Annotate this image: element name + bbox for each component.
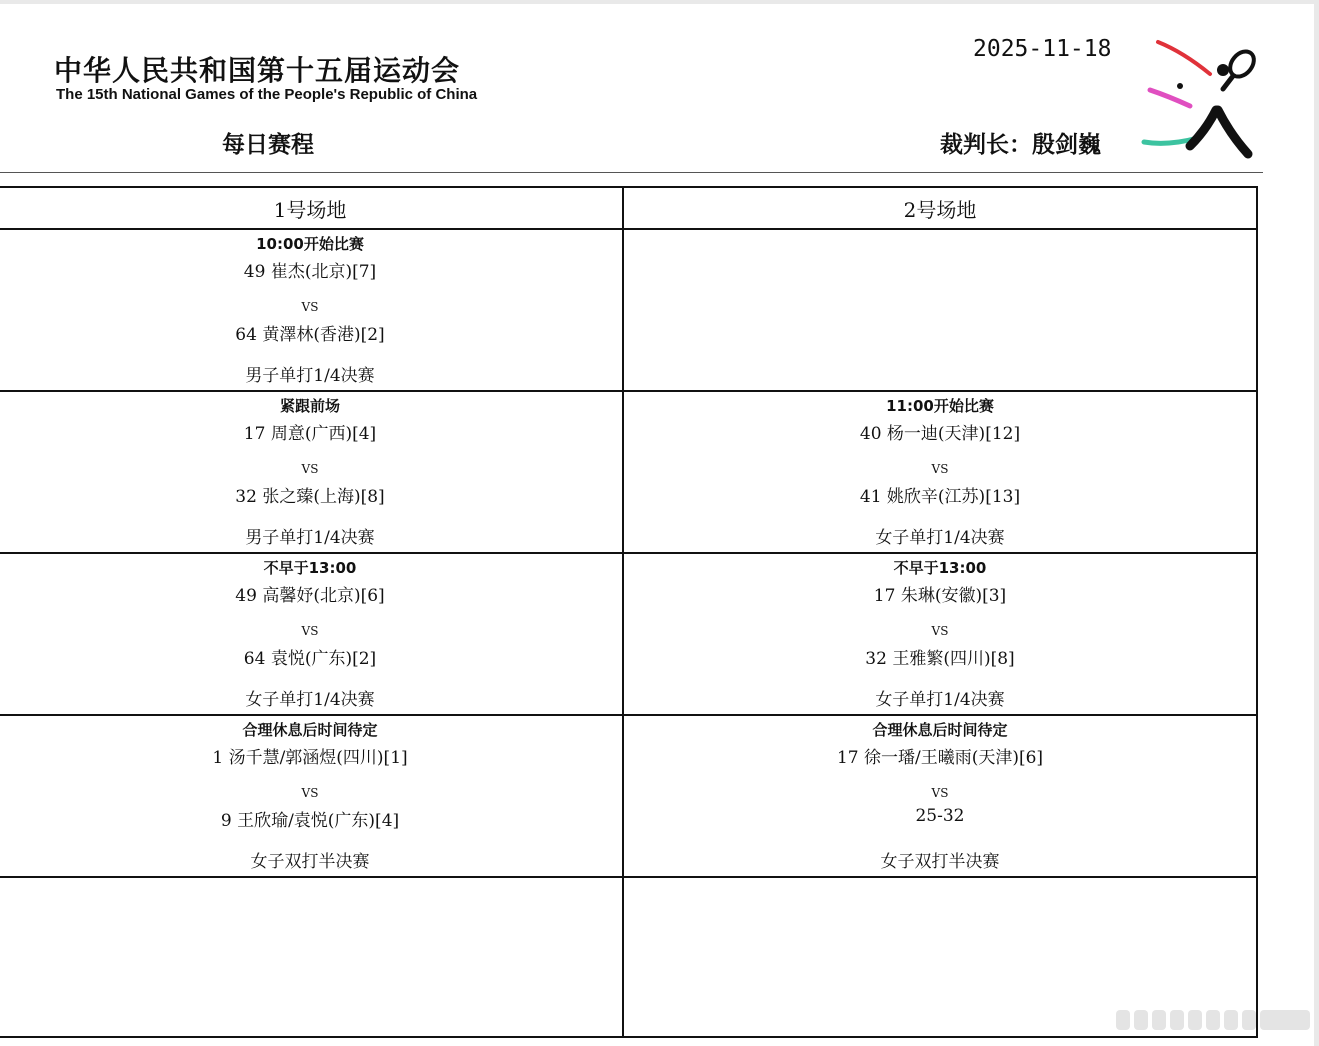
- vs-label: VS: [931, 462, 949, 476]
- daily-schedule-heading: 每日赛程: [222, 132, 314, 158]
- schedule-page: [0, 4, 1314, 1046]
- player-1: 40 杨一迪(天津)[12]: [859, 424, 1021, 444]
- player-2: 25-32: [915, 806, 965, 826]
- games-title-english: The 15th National Games of the People's Republic of China: [56, 86, 478, 103]
- match-start-time: 合理休息后时间待定: [242, 721, 378, 739]
- match-start-time: 不早于13:00: [893, 559, 987, 577]
- match-cell: [623, 715, 1257, 877]
- match-cell-empty: [0, 877, 623, 1037]
- player-2: 41 姚欣辛(江苏)[13]: [859, 487, 1021, 507]
- player-2: 9 王欣瑜/袁悦(广东)[4]: [220, 811, 400, 831]
- match-cell-empty: [623, 229, 1257, 391]
- match-cell: [0, 553, 623, 715]
- vs-label: VS: [301, 300, 319, 314]
- event-name: 女子单打1/4决赛: [245, 690, 375, 710]
- match-start-time: 11:00开始比赛: [886, 397, 994, 415]
- vs-label: VS: [301, 624, 319, 638]
- match-cell: [623, 553, 1257, 715]
- event-name: 女子单打1/4决赛: [875, 690, 1005, 710]
- match-cell: [623, 391, 1257, 553]
- court-1-header: 1号场地: [0, 187, 623, 229]
- match-cell: [0, 715, 623, 877]
- player-2: 64 袁悦(广东)[2]: [243, 649, 377, 669]
- event-name: 女子单打1/4决赛: [875, 528, 1005, 548]
- event-name: 女子双打半决赛: [250, 852, 370, 872]
- vs-label: VS: [931, 624, 949, 638]
- header-divider: [0, 172, 1263, 173]
- player-2: 64 黄澤林(香港)[2]: [235, 325, 385, 345]
- event-name: 女子双打半决赛: [880, 852, 1000, 872]
- schedule-date: 2025-11-18: [973, 36, 1112, 62]
- match-cell: [0, 229, 623, 391]
- player-1: 17 周意(广西)[4]: [243, 424, 377, 444]
- match-start-time: 10:00开始比赛: [256, 235, 364, 253]
- chief-referee: 裁判长：殷剑巍: [940, 132, 1101, 158]
- match-cell: [0, 391, 623, 553]
- vs-label: VS: [931, 786, 949, 800]
- match-start-time: 紧跟前场: [279, 397, 340, 415]
- player-2: 32 王雅繁(四川)[8]: [865, 649, 1015, 669]
- tennis-logo-icon: [1138, 34, 1263, 164]
- vs-label: VS: [301, 786, 319, 800]
- match-start-time: 不早于13:00: [263, 559, 357, 577]
- event-name: 男子单打1/4决赛: [245, 366, 375, 386]
- player-1: 49 崔杰(北京)[7]: [243, 262, 377, 282]
- match-start-time: 合理休息后时间待定: [872, 721, 1008, 739]
- event-name: 男子单打1/4决赛: [245, 528, 375, 548]
- player-1: 49 高馨妤(北京)[6]: [235, 586, 385, 606]
- player-1: 17 朱琳(安徽)[3]: [873, 586, 1007, 606]
- schedule-table: [0, 186, 1258, 1038]
- court-2-header: 2号场地: [623, 187, 1257, 229]
- player-2: 32 张之臻(上海)[8]: [235, 487, 385, 507]
- games-title-chinese: 中华人民共和国第十五届运动会: [54, 54, 461, 87]
- vs-label: VS: [301, 462, 319, 476]
- player-1: 17 徐一璠/王曦雨(天津)[6]: [836, 748, 1044, 768]
- player-1: 1 汤千慧/郭涵煜(四川)[1]: [212, 748, 408, 768]
- watermark-bars-icon: [1116, 1007, 1312, 1033]
